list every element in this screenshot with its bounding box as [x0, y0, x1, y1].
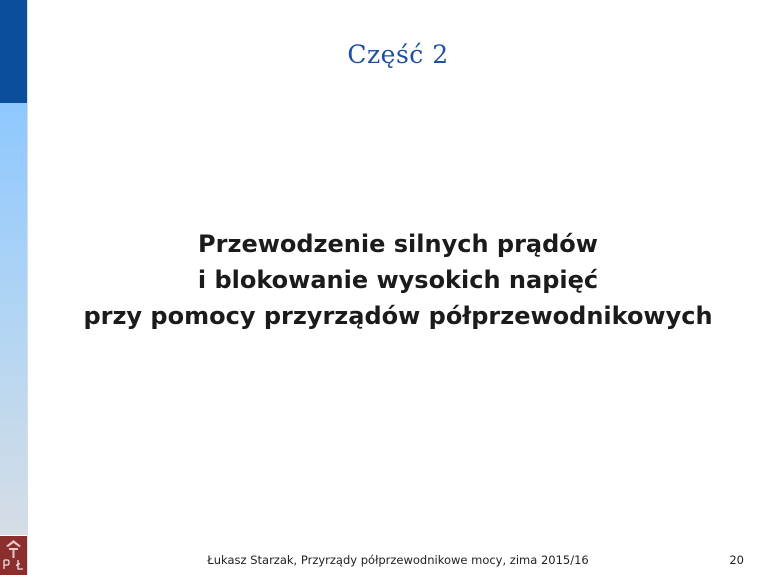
- heading-line-2: i blokowanie wysokich napięć: [197, 266, 599, 294]
- heading-line-1: Przewodzenie silnych prądów: [198, 230, 598, 258]
- page-number: 20: [729, 553, 744, 567]
- heading-line-3: przy pomocy przyrządów półprzewodnikowych: [83, 302, 713, 330]
- slide-footer: [28, 551, 768, 571]
- sidebar-decoration: [0, 0, 27, 575]
- section-title: Część 2: [347, 40, 449, 69]
- slide-heading: [28, 226, 768, 334]
- university-logo-icon: [0, 536, 27, 575]
- sidebar-dark-block: [0, 0, 27, 103]
- sidebar-gradient: [0, 103, 27, 535]
- footer-credit: Łukasz Starzak, Przyrządy półprzewodnikowe mocy, zima 2015/16: [207, 553, 589, 567]
